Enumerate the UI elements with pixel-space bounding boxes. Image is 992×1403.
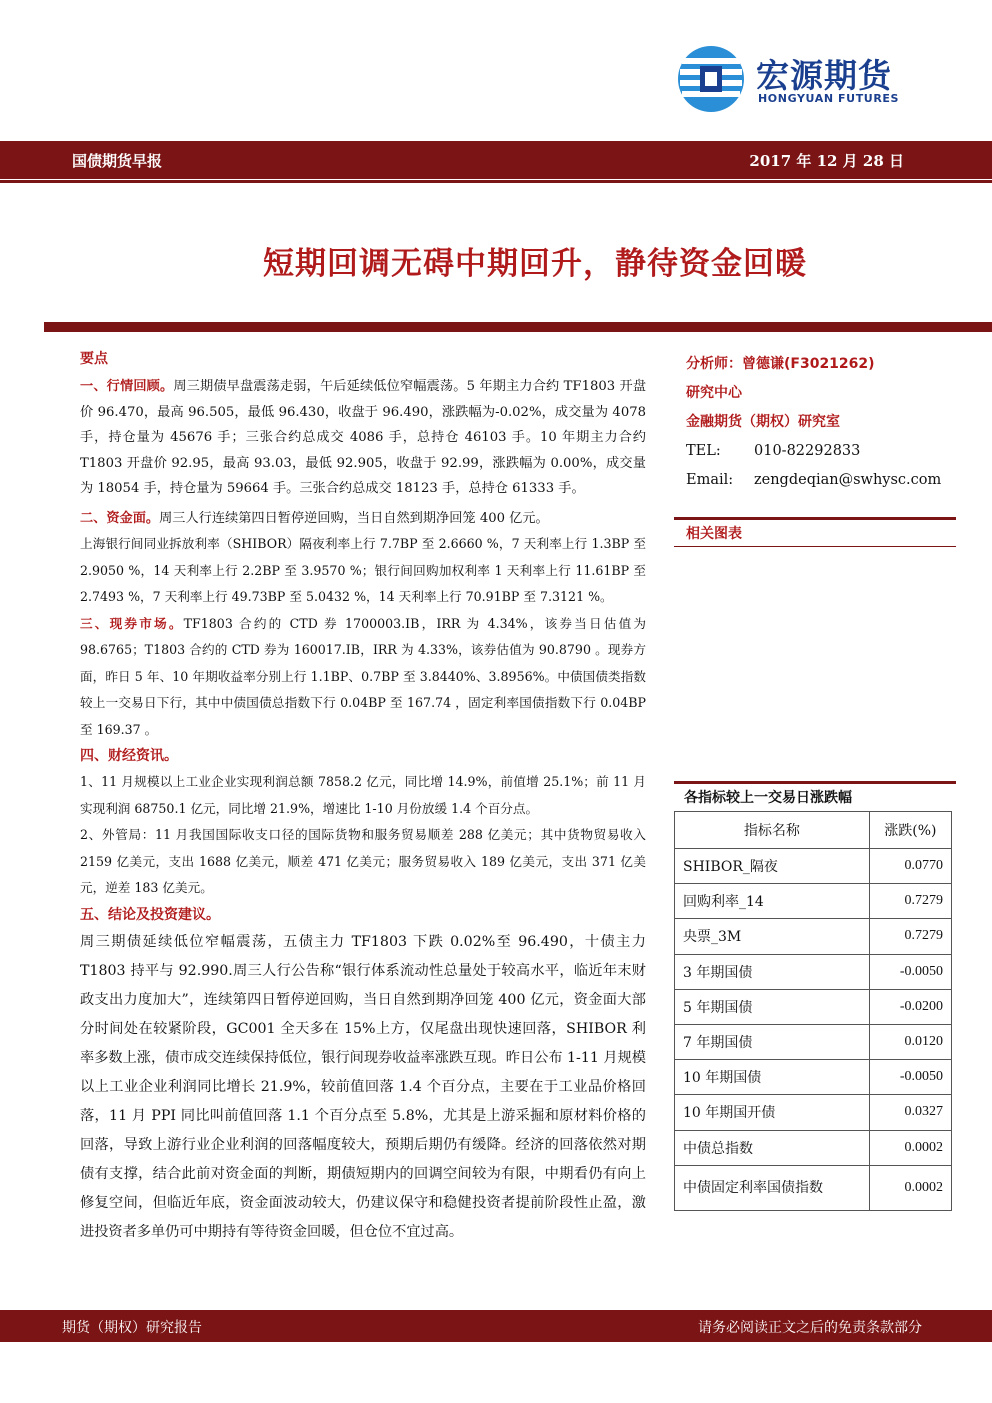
section-1-body: 周三期债早盘震荡走弱，午后延续低位窄幅震荡。5 年期主力合约 TF1803 开盘价 96.470，最高 96.505，最低 96.430，收盘于 96.490，涨跌幅为-0.02%，成交量为 4078 手，持仓量为 45676 手；三张合约总成交 4086 手，总持仓 46103 手。10 年期主力合约 T1803 开盘价 92.95，最高 93.03，最低 92.905，收盘于 92.99，涨跌幅为 0.00%，成交量为 18054 手，持仓量为 59664 手。三张合约总成交 18123 手，总持仓 61333 手。: [80, 379, 647, 496]
indicator-value: 0.0002: [869, 1130, 951, 1165]
email-value[interactable]: zengdeqian@swhysc.com: [754, 472, 942, 488]
section-4-item-1: 1、11 月规模以上工业企业实现利润总额 7858.2 亿元，同比增 14.9%，前值增 25.1%；前 11 月实现利润 68750.1 亿元，同比增 21.9%，增速比 1-10 月份放缓 1.4 个百分点。: [80, 774, 646, 816]
table-title: 各指标较上一交易日涨跌幅: [684, 790, 852, 806]
header-bar: [0, 141, 992, 179]
indicator-name: 回购利率_14: [675, 884, 870, 919]
section-spot-market: [80, 611, 646, 744]
col-header-change: 涨跌(%): [869, 812, 951, 849]
indicator-table: [674, 811, 952, 1211]
indicator-value: 0.0002: [869, 1165, 951, 1210]
table-row: [675, 1095, 952, 1130]
indicator-value: 0.0120: [869, 1024, 951, 1059]
indicator-value: 0.0770: [869, 849, 951, 884]
table-top-rule: [674, 781, 956, 784]
table-row: [675, 884, 952, 919]
table-header-row: [675, 812, 952, 849]
footer-report-type: 期货（期权）研究报告: [62, 1320, 202, 1336]
section-3-heading: 三、现券市场。: [80, 615, 184, 631]
logo-chinese-name: 宏源期货: [756, 56, 892, 95]
email-label: Email:: [686, 472, 734, 488]
summary-heading: 要点: [80, 351, 108, 367]
section-market-review: [80, 374, 646, 502]
table-row: [675, 919, 952, 954]
indicator-name: 7 年期国债: [675, 1024, 870, 1059]
indicator-name: 央票_3M: [675, 919, 870, 954]
header-underline: [0, 180, 992, 183]
indicator-name: 10 年期国债: [675, 1060, 870, 1095]
section-5-body: 周三期债延续低位窄幅震荡，五债主力 TF1803 下跌 0.02%至 96.490，十债主力 T1803 持平与 92.990.周三人行公告称“银行体系流动性总量处于较高水平，临近年末财政支出力度加大”，连续第四日暂停逆回购，当日自然到期净回笼 400 亿元，资金面大部分时间处在较紧阶段，GC001 全天多在 15%上方，仅尾盘出现快速回落，SHIBOR 利率多数上涨，债市成交连续保持低位，银行间现券收益率涨跌互现。昨日公布 1-11 月规模以上工业企业利润同比增长 21.9%，较前值回落 1.4 个百分点，主要在于工业品价格回落，11 月 PPI 同比叫前值回落 1.1 个百分点至 5.8%，尤其是上游采掘和原材料价格的回落，导致上游行业企业利润的回落幅度较大，预期后期仍有缓降。经济的回落依然对期债有支撑，结合此前对资金面的判断，期债短期内的回调空间较为有限，中期看仍有向上修复空间，但临近年底，资金面波动较大，仍建议保守和稳健投资者提前阶段性止盈，激进投资者多单仍可中期持有等待资金回暖，但仓位不宜过高。: [80, 933, 646, 1240]
table-row: [675, 954, 952, 989]
indicator-name: 10 年期国开债: [675, 1095, 870, 1130]
section-4-item-2: 2、外管局：11 月我国国际收支口径的国际货物和服务贸易顺差 288 亿美元；其中货物贸易收入 2159 亿美元，支出 1688 亿美元，顺差 471 亿美元；服务贸易收入 189 亿美元，支出 371 亿美元，逆差 183 亿美元。: [80, 827, 646, 895]
indicator-value: -0.0050: [869, 1060, 951, 1095]
analyst-dept-1: 研究中心: [686, 385, 742, 401]
hongyuan-logo-icon: [676, 44, 746, 114]
analyst-panel: [686, 350, 956, 495]
indicator-name: 中债总指数: [675, 1130, 870, 1165]
related-top-rule: [674, 517, 956, 520]
indicator-value: 0.7279: [869, 884, 951, 919]
section-1-heading: 一、行情回顾。: [80, 379, 174, 394]
tel-label: TEL:: [686, 443, 721, 459]
analyst-email-row: [686, 466, 956, 495]
section-5-heading: 五、结论及投资建议。: [80, 906, 220, 923]
indicator-name: 5 年期国债: [675, 989, 870, 1024]
table-row: [675, 1060, 952, 1095]
section-2-lead: 周三人行连续第四日暂停逆回购，当日自然到期净回笼 400 亿元。: [159, 510, 549, 526]
report-type: 国债期货早报: [72, 152, 163, 170]
footer-disclaimer: 请务必阅读正文之后的免责条款部分: [698, 1320, 922, 1336]
tel-value: 010-82292833: [754, 443, 861, 459]
company-logo: [676, 38, 926, 118]
section-2-body: 上海银行间同业拆放利率（SHIBOR）隔夜利率上行 7.7BP 至 2.6660 %，7 天利率上行 1.3BP 至 2.9050 %，14 天利率上行 2.2BP 至 3.9570 %；银行间回购加权利率 1 天利率上行 11.61BP 至 2.7493 %，7 天利率上行 49.73BP 至 5.0432 %，14 天利率上行 70.91BP 至 7.3121 %。: [80, 536, 646, 604]
logo-english-name: HONGYUAN FUTURES: [758, 92, 900, 105]
indicator-value: -0.0200: [869, 989, 951, 1024]
indicator-name: 3 年期国债: [675, 954, 870, 989]
analyst-dept-2: 金融期货（期权）研究室: [686, 414, 840, 430]
footer-bar: [0, 1310, 992, 1342]
table-row: [675, 1024, 952, 1059]
col-header-name: 指标名称: [675, 812, 870, 849]
section-3-body: TF1803 合约的 CTD 券 1700003.IB，IRR 为 4.34%，该券当日估值为 98.6765；T1803 合约的 CTD 券为 160017.IB，IRR 为 4.33%，该券估值为 90.8790 。现券方面，昨日 5 年、10 年期收益率分别上行 1.1BP、0.7BP 至 3.8440%、3.8956%。中债国债类指数较上一交易日下行，其中中债国债总指数下行 0.04BP 至 167.74 ，固定利率国债指数下行 0.04BP 至 169.37 。: [80, 615, 647, 737]
title-divider: [44, 322, 992, 332]
indicator-name: SHIBOR_隔夜: [675, 849, 870, 884]
section-funding: [80, 506, 646, 532]
indicator-value: -0.0050: [869, 954, 951, 989]
indicator-name: 中债固定利率国债指数: [675, 1165, 870, 1210]
related-charts-title: 相关图表: [686, 526, 742, 542]
analyst-name: 分析师：曾德谦(F3021262): [686, 356, 875, 372]
indicator-value: 0.0327: [869, 1095, 951, 1130]
summary-column: [80, 348, 646, 1247]
report-date: 2017 年 12 月 28 日: [749, 152, 904, 170]
table-row: [675, 1165, 952, 1210]
table-row: [675, 1130, 952, 1165]
indicator-value: 0.7279: [869, 919, 951, 954]
table-row: [675, 849, 952, 884]
section-4-heading: 四、财经资讯。: [80, 748, 178, 764]
report-title: 短期回调无碍中期回升，静待资金回暖: [263, 246, 807, 282]
table-row: [675, 989, 952, 1024]
related-bottom-rule: [674, 546, 956, 547]
section-2-heading: 二、资金面。: [80, 510, 160, 526]
analyst-tel-row: [686, 437, 956, 466]
